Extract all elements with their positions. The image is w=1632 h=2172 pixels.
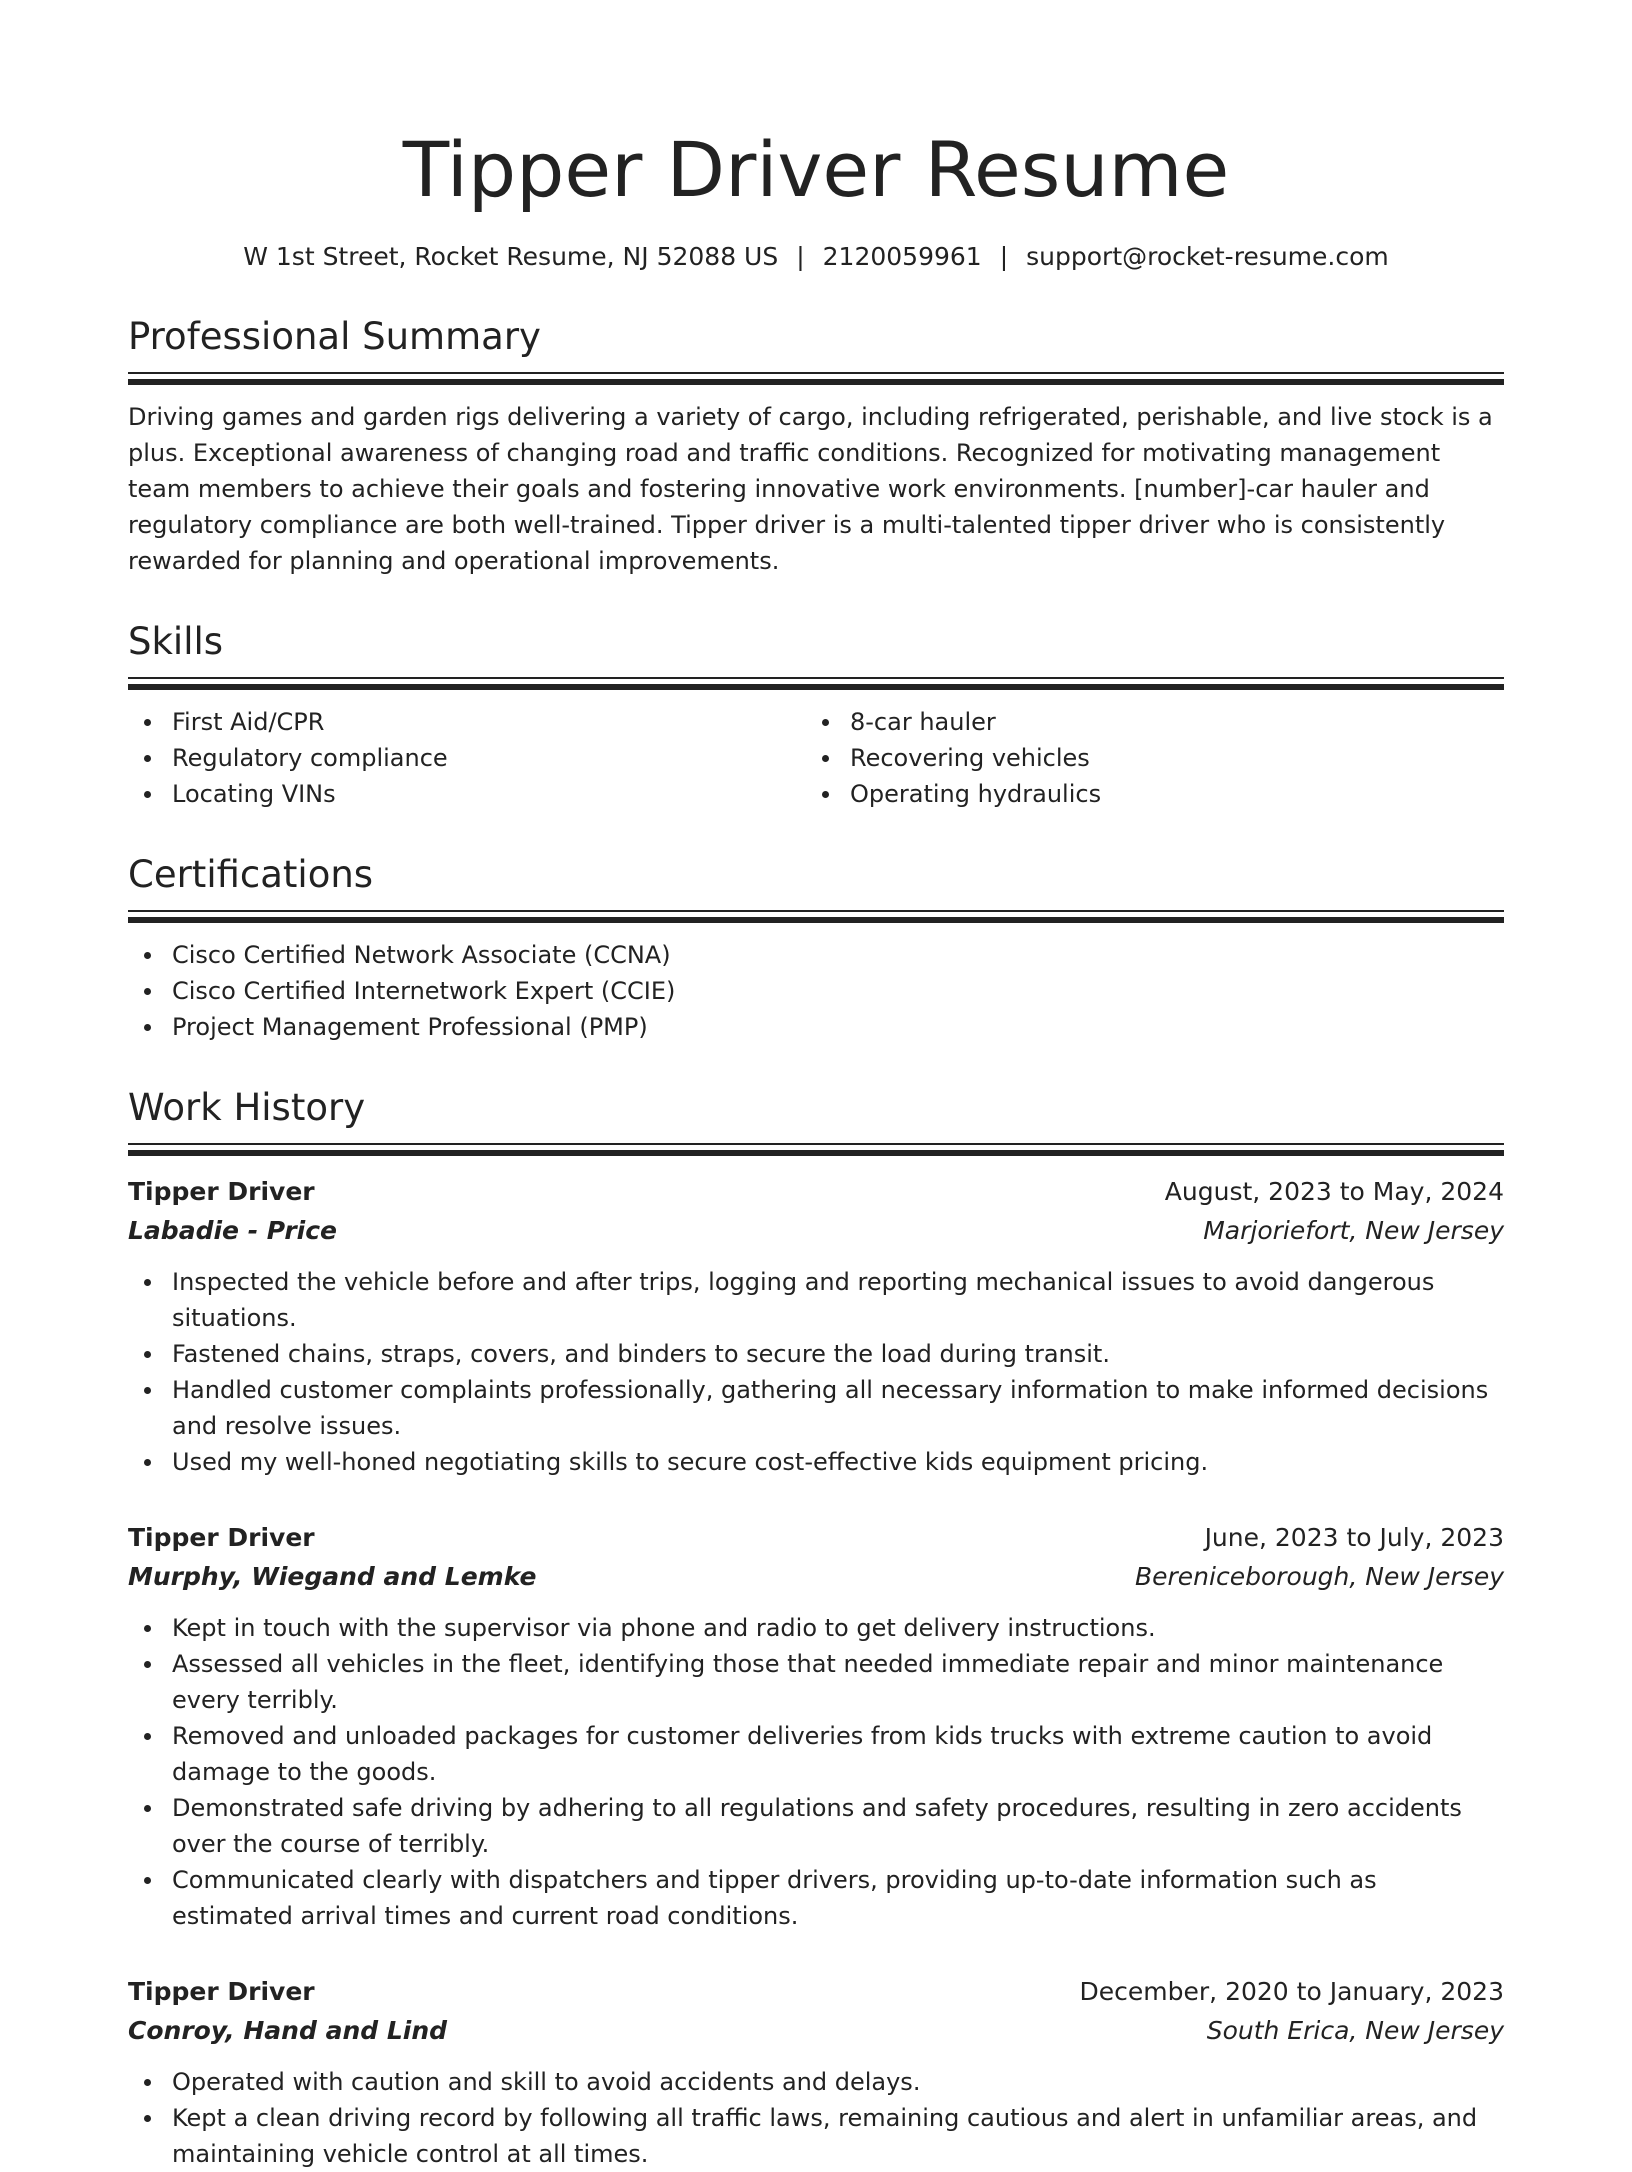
summary-section: [128, 314, 1504, 579]
certifications-heading: Certifications: [128, 853, 374, 896]
job-location: South Erica, New Jersey: [1206, 2016, 1504, 2045]
skills-heading: Skills: [128, 620, 224, 663]
section-divider: [128, 910, 1504, 923]
job-title: Tipper Driver: [128, 1523, 315, 1552]
job-bullet: Kept in touch with the supervisor via phone and radio to get delivery instructions.: [128, 1610, 1504, 1646]
job-bullet: Kept a clean driving record by following all traffic laws, remaining cautious and alert in unfamiliar areas, and maintaining vehicle control at all times.: [128, 2100, 1504, 2172]
section-divider: [128, 677, 1504, 690]
certification-item: Project Management Professional (PMP): [128, 1009, 1504, 1045]
certification-item: Cisco Certified Network Associate (CCNA): [128, 937, 1504, 973]
job-title: Tipper Driver: [128, 1177, 315, 1206]
skill-item: First Aid/CPR: [128, 704, 806, 740]
skill-item: Locating VINs: [128, 776, 806, 812]
work-history-heading: Work History: [128, 1086, 366, 1129]
job-company: Labadie - Price: [128, 1216, 337, 1245]
skills-list-left: [128, 704, 806, 812]
job-bullet: Demonstrated safe driving by adhering to all regulations and safety procedures, resulting in zero accidents over the course of terribly.: [128, 1790, 1504, 1862]
job-bullets: [128, 2064, 1504, 2172]
summary-heading: Professional Summary: [128, 315, 541, 358]
job-entry: [128, 1172, 1504, 1480]
job-bullet: Assessed all vehicles in the fleet, identifying those that needed immediate repair and minor maintenance every terribly.: [128, 1646, 1504, 1718]
job-location: Marjoriefort, New Jersey: [1203, 1216, 1504, 1245]
work-history-section: [128, 1085, 1504, 2172]
section-divider: [128, 1143, 1504, 1156]
skill-item: Operating hydraulics: [806, 776, 1504, 812]
certifications-list: [128, 937, 1504, 1045]
job-bullets: [128, 1610, 1504, 1934]
job-bullet: Operated with caution and skill to avoid accidents and delays.: [128, 2064, 1504, 2100]
job-location: Bereniceborough, New Jersey: [1134, 1562, 1504, 1591]
job-dates: December, 2020 to January, 2023: [1079, 1977, 1504, 2006]
job-entry: [128, 1518, 1504, 1934]
skill-item: 8-car hauler: [806, 704, 1504, 740]
contact-phone: 2120059961: [822, 242, 982, 271]
certification-item: Cisco Certified Internetwork Expert (CCIE): [128, 973, 1504, 1009]
job-dates: June, 2023 to July, 2023: [1204, 1523, 1504, 1552]
section-divider: [128, 372, 1504, 385]
job-bullet: Inspected the vehicle before and after trips, logging and reporting mechanical issues to avoid dangerous situations.: [128, 1264, 1504, 1336]
job-bullet: Fastened chains, straps, covers, and binders to secure the load during transit.: [128, 1336, 1504, 1372]
job-entry: [128, 1972, 1504, 2172]
job-bullets: [128, 1264, 1504, 1480]
resume-title: Tipper Driver Resume: [402, 125, 1230, 214]
job-company: Conroy, Hand and Lind: [128, 2016, 448, 2045]
contact-separator: |: [999, 242, 1009, 271]
contact-separator: |: [796, 242, 805, 271]
contact-line: [128, 240, 1504, 274]
job-title: Tipper Driver: [128, 1977, 315, 2006]
job-bullet: Removed and unloaded packages for customer deliveries from kids trucks with extreme caution to avoid damage to the goods.: [128, 1718, 1504, 1790]
skill-item: Recovering vehicles: [806, 740, 1504, 776]
skills-list-right: [806, 704, 1504, 812]
job-bullet: Handled customer complaints professionally, gathering all necessary information to make informed decisions and resolve issues.: [128, 1372, 1504, 1444]
job-company: Murphy, Wiegand and Lemke: [128, 1562, 537, 1591]
summary-text: Driving games and garden rigs delivering a variety of cargo, including refrigerated, perishable, and live stock is a plus. Exceptional awareness of changing road and traffic conditions. Recognized for motivating management team members to achieve their goals and fostering innovative work environments. [number]-car hauler and regulatory compliance are both well-trained. Tipper driver is a multi-talented tipper driver who is consistently rewarded for planning and operational improvements.: [128, 403, 1493, 575]
certifications-section: [128, 852, 1504, 1045]
job-bullet: Communicated clearly with dispatchers and tipper drivers, providing up-to-date information such as estimated arrival times and current road conditions.: [128, 1862, 1504, 1934]
job-dates: August, 2023 to May, 2024: [1164, 1177, 1504, 1206]
skills-section: [128, 619, 1504, 812]
contact-address: W 1st Street, Rocket Resume, NJ 52088 US: [243, 242, 779, 271]
contact-email: support@rocket-resume.com: [1026, 242, 1389, 271]
job-bullet: Used my well-honed negotiating skills to secure cost-effective kids equipment pricing.: [128, 1444, 1504, 1480]
skills-grid: [128, 704, 1504, 812]
skill-item: Regulatory compliance: [128, 740, 806, 776]
